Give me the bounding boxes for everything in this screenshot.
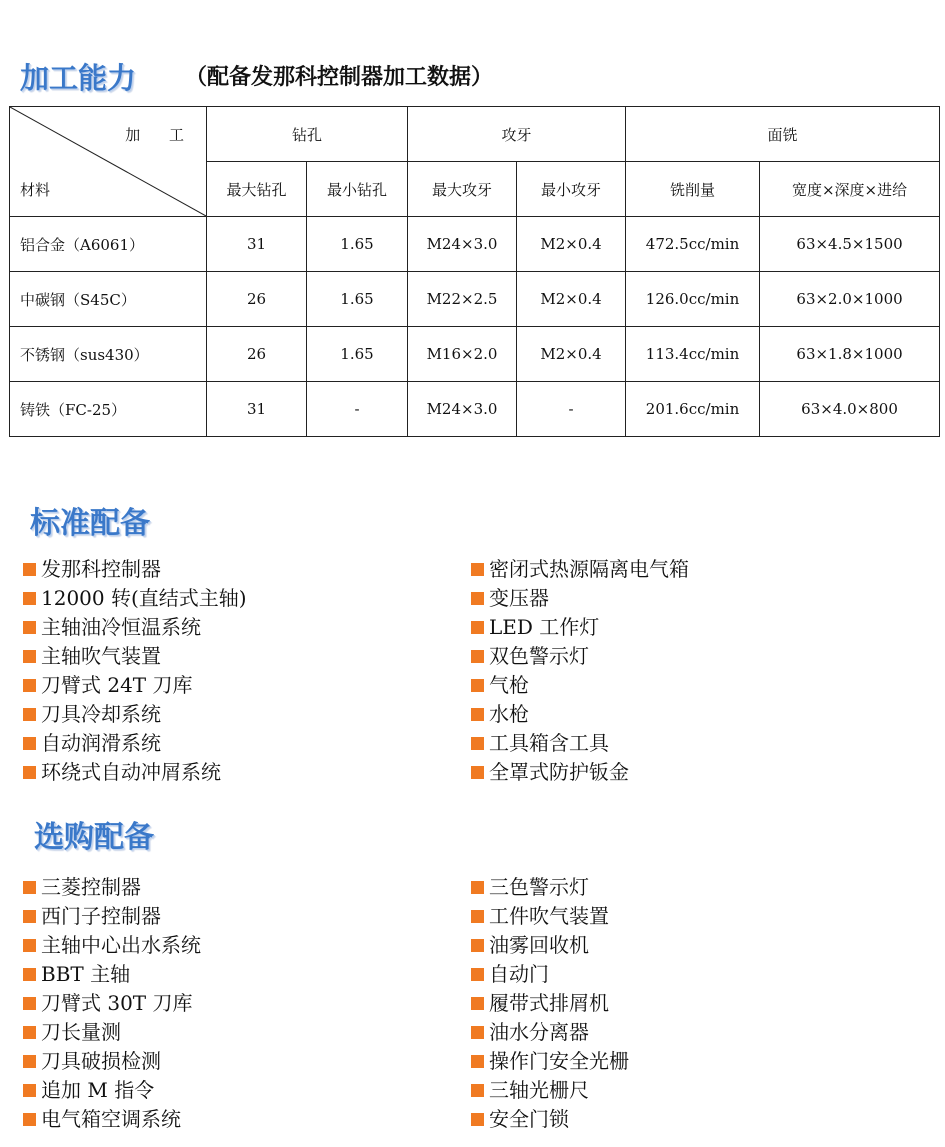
mill-amount-cell: 126.0cc/min: [626, 272, 760, 327]
list-item: [471, 1105, 629, 1134]
header-max-drill: 最大钻孔: [207, 162, 307, 217]
mill-amount-cell: 472.5cc/min: [626, 217, 760, 272]
list-item: [23, 642, 247, 671]
list-item: [471, 931, 629, 960]
header-process-label: 加 工: [125, 126, 196, 144]
list-item: [471, 873, 629, 902]
min-drill-cell: 1.65: [307, 327, 408, 382]
orange-square-bullet-icon: [471, 1055, 484, 1068]
material-cell: 中碳钢（S45C）: [10, 272, 207, 327]
header-min-tap: 最小攻牙: [517, 162, 626, 217]
list-item: [23, 584, 247, 613]
list-item-label: 工件吹气装置: [489, 904, 609, 928]
list-item: [23, 873, 201, 902]
orange-square-bullet-icon: [23, 1113, 36, 1126]
min-tap-cell: M2×0.4: [517, 327, 626, 382]
standard-list-left: [23, 555, 247, 787]
list-item-label: 主轴油冷恒温系统: [41, 615, 201, 639]
capability-subtitle: （配备发那科控制器加工数据）: [185, 65, 494, 90]
table-row: [10, 327, 940, 382]
orange-square-bullet-icon: [471, 968, 484, 981]
list-item-label: LED 工作灯: [489, 615, 600, 639]
orange-square-bullet-icon: [23, 708, 36, 721]
orange-square-bullet-icon: [23, 650, 36, 663]
orange-square-bullet-icon: [23, 1084, 36, 1097]
max-drill-cell: 26: [207, 272, 307, 327]
orange-square-bullet-icon: [471, 650, 484, 663]
orange-square-bullet-icon: [23, 766, 36, 779]
list-item: [471, 989, 629, 1018]
list-item: [23, 902, 201, 931]
optional-list-left: [23, 873, 201, 1134]
list-item: [471, 1076, 629, 1105]
list-item-label: 气枪: [489, 673, 529, 697]
orange-square-bullet-icon: [23, 679, 36, 692]
max-tap-cell: M22×2.5: [408, 272, 517, 327]
list-item-label: 刀具冷却系统: [41, 702, 161, 726]
orange-square-bullet-icon: [471, 621, 484, 634]
orange-square-bullet-icon: [23, 910, 36, 923]
list-item: [471, 555, 689, 584]
list-item: [471, 613, 689, 642]
orange-square-bullet-icon: [471, 679, 484, 692]
list-item: [471, 960, 629, 989]
table-row: [10, 272, 940, 327]
list-item-label: 刀具破损检测: [41, 1049, 161, 1073]
list-item-label: BBT 主轴: [41, 962, 131, 986]
min-drill-cell: 1.65: [307, 272, 408, 327]
list-item: [23, 555, 247, 584]
list-item: [23, 960, 201, 989]
list-item: [471, 758, 689, 787]
min-tap-cell: -: [517, 382, 626, 437]
wdf-cell: 63×4.0×800: [760, 382, 940, 437]
material-cell: 铝合金（A6061）: [10, 217, 207, 272]
table-row: [10, 217, 940, 272]
orange-square-bullet-icon: [471, 592, 484, 605]
header-drill-group: 钻孔: [207, 107, 408, 162]
orange-square-bullet-icon: [471, 1084, 484, 1097]
list-item: [471, 902, 629, 931]
orange-square-bullet-icon: [471, 881, 484, 894]
orange-square-bullet-icon: [23, 592, 36, 605]
max-tap-cell: M24×3.0: [408, 382, 517, 437]
orange-square-bullet-icon: [23, 939, 36, 952]
list-item: [23, 1105, 201, 1134]
header-tap-group: 攻牙: [408, 107, 626, 162]
orange-square-bullet-icon: [471, 910, 484, 923]
orange-square-bullet-icon: [23, 737, 36, 750]
optional-equipment-title: 选购配备: [34, 820, 154, 855]
min-tap-cell: M2×0.4: [517, 272, 626, 327]
list-item-label: 三轴光栅尺: [489, 1078, 589, 1102]
list-item-label: 刀臂式 30T 刀库: [41, 991, 193, 1015]
list-item-label: 水枪: [489, 702, 529, 726]
material-cell: 不锈钢（sus430）: [10, 327, 207, 382]
mill-amount-cell: 113.4cc/min: [626, 327, 760, 382]
orange-square-bullet-icon: [471, 563, 484, 576]
min-drill-cell: -: [307, 382, 408, 437]
list-item-label: 三色警示灯: [489, 875, 589, 899]
orange-square-bullet-icon: [23, 881, 36, 894]
orange-square-bullet-icon: [471, 1026, 484, 1039]
header-width-depth-feed: 宽度×深度×进给: [760, 162, 940, 217]
orange-square-bullet-icon: [471, 939, 484, 952]
list-item-label: 刀长量测: [41, 1020, 121, 1044]
min-tap-cell: M2×0.4: [517, 217, 626, 272]
header-max-tap: 最大攻牙: [408, 162, 517, 217]
list-item: [471, 642, 689, 671]
max-drill-cell: 31: [207, 217, 307, 272]
list-item: [471, 729, 689, 758]
max-tap-cell: M24×3.0: [408, 217, 517, 272]
list-item-label: 密闭式热源隔离电气箱: [489, 557, 689, 581]
list-item-label: 全罩式防护钣金: [489, 760, 629, 784]
list-item-label: 电气箱空调系统: [41, 1107, 181, 1131]
max-tap-cell: M16×2.0: [408, 327, 517, 382]
diagonal-header-cell: [10, 107, 207, 217]
list-item-label: 三菱控制器: [41, 875, 141, 899]
list-item: [471, 671, 689, 700]
orange-square-bullet-icon: [23, 1026, 36, 1039]
wdf-cell: 63×4.5×1500: [760, 217, 940, 272]
list-item: [23, 758, 247, 787]
list-item: [23, 931, 201, 960]
list-item: [471, 700, 689, 729]
standard-list-right: [471, 555, 689, 787]
list-item: [23, 1018, 201, 1047]
header-mill-group: 面铣: [626, 107, 940, 162]
list-item: [23, 729, 247, 758]
list-item: [471, 1018, 629, 1047]
orange-square-bullet-icon: [23, 1055, 36, 1068]
min-drill-cell: 1.65: [307, 217, 408, 272]
material-cell: 铸铁（FC-25）: [10, 382, 207, 437]
list-item-label: 变压器: [489, 586, 549, 610]
list-item-label: 刀臂式 24T 刀库: [41, 673, 193, 697]
list-item-label: 工具箱含工具: [489, 731, 609, 755]
orange-square-bullet-icon: [471, 737, 484, 750]
list-item-label: 履带式排屑机: [489, 991, 609, 1015]
list-item-label: 自动门: [489, 962, 549, 986]
list-item-label: 主轴中心出水系统: [41, 933, 201, 957]
capability-title: 加工能力: [20, 61, 137, 95]
header-material-label: 材料: [20, 181, 51, 199]
wdf-cell: 63×2.0×1000: [760, 272, 940, 327]
list-item-label: 自动润滑系统: [41, 731, 161, 755]
header-mill-amount: 铣削量: [626, 162, 760, 217]
list-item-label: 双色警示灯: [489, 644, 589, 668]
list-item: [23, 613, 247, 642]
table-header-row-1: [10, 107, 940, 162]
orange-square-bullet-icon: [23, 621, 36, 634]
orange-square-bullet-icon: [23, 563, 36, 576]
orange-square-bullet-icon: [471, 708, 484, 721]
list-item-label: 追加 M 指令: [41, 1078, 155, 1102]
list-item-label: 油雾回收机: [489, 933, 589, 957]
orange-square-bullet-icon: [23, 997, 36, 1010]
list-item: [23, 989, 201, 1018]
list-item-label: 主轴吹气装置: [41, 644, 161, 668]
orange-square-bullet-icon: [23, 968, 36, 981]
list-item-label: 环绕式自动冲屑系统: [41, 760, 221, 784]
mill-amount-cell: 201.6cc/min: [626, 382, 760, 437]
orange-square-bullet-icon: [471, 997, 484, 1010]
list-item: [23, 700, 247, 729]
wdf-cell: 63×1.8×1000: [760, 327, 940, 382]
orange-square-bullet-icon: [471, 1113, 484, 1126]
list-item: [471, 1047, 629, 1076]
standard-equipment-title: 标准配备: [30, 506, 150, 541]
header-min-drill: 最小钻孔: [307, 162, 408, 217]
capability-table: [9, 106, 940, 437]
list-item-label: 油水分离器: [489, 1020, 589, 1044]
max-drill-cell: 31: [207, 382, 307, 437]
list-item-label: 发那科控制器: [41, 557, 161, 581]
table-row: [10, 382, 940, 437]
list-item-label: 安全门锁: [489, 1107, 569, 1131]
list-item-label: 西门子控制器: [41, 904, 161, 928]
list-item: [23, 1047, 201, 1076]
list-item: [23, 1076, 201, 1105]
max-drill-cell: 26: [207, 327, 307, 382]
optional-list-right: [471, 873, 629, 1134]
list-item: [23, 671, 247, 700]
orange-square-bullet-icon: [471, 766, 484, 779]
list-item-label: 操作门安全光栅: [489, 1049, 629, 1073]
list-item: [471, 584, 689, 613]
list-item-label: 12000 转(直结式主轴): [41, 586, 247, 610]
